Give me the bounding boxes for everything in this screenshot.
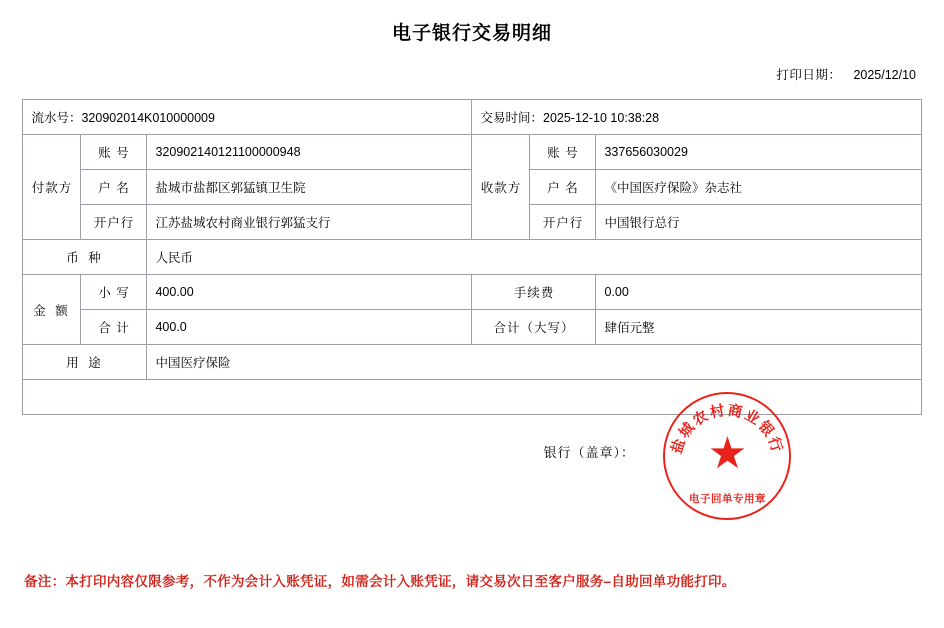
payer-name-value: 盐城市盐都区郭猛镇卫生院 <box>147 170 472 205</box>
bank-sign-label: 银行（盖章）： <box>543 445 635 460</box>
print-date-value: 2025/12/10 <box>853 68 916 82</box>
serial-label: 流水号： <box>31 111 82 125</box>
payee-side-label: 收款方 <box>472 135 530 240</box>
serial-value: 320902014K010000009 <box>81 111 215 125</box>
star-icon: ★ <box>707 429 748 479</box>
payee-name-label: 户 名 <box>530 170 596 205</box>
footer-remark: 备注：本打印内容仅限参考，不作为会计入账凭证，如需会计入账凭证，请交易次日至客户服务–自助回单功能打印。 <box>24 574 736 589</box>
table-row-purpose <box>23 345 921 380</box>
payer-side-label: 付款方 <box>23 135 81 240</box>
purpose-label: 用 途 <box>23 345 147 380</box>
fee-label: 手续费 <box>472 275 596 310</box>
payer-bank-value: 江苏盐城农村商业银行郭猛支行 <box>147 205 472 240</box>
amount-total-value: 400.0 <box>147 310 472 345</box>
payer-account-label: 账 号 <box>81 135 147 170</box>
amount-small-label: 小 写 <box>81 275 147 310</box>
payee-name-value: 《中国医疗保险》杂志社 <box>596 170 921 205</box>
payee-bank-value: 中国银行总行 <box>596 205 921 240</box>
print-date-label: 打印日期： <box>776 68 842 82</box>
serial-cell <box>23 100 472 135</box>
amount-total-label: 合 计 <box>81 310 147 345</box>
time-value: 2025-12-10 10:38:28 <box>543 111 660 125</box>
table-row-currency <box>23 240 921 275</box>
payer-account-value: 320902140121100000948 <box>147 135 472 170</box>
amount-label: 金 额 <box>23 275 81 345</box>
page-title: 电子银行交易明细 <box>391 23 552 44</box>
amount-total-upper-value: 肆佰元整 <box>596 310 921 345</box>
table-row-seal <box>23 380 921 415</box>
purpose-value: 中国医疗保险 <box>147 345 921 380</box>
currency-label: 币 种 <box>23 240 147 275</box>
table-row-account <box>23 135 921 170</box>
transaction-table <box>22 99 921 505</box>
seal-arc-text: 盐城农村商业银行 <box>669 402 786 456</box>
time-label: 交易时间： <box>480 111 543 125</box>
seal-area <box>23 380 921 505</box>
amount-small-value: 400.00 <box>147 275 472 310</box>
currency-value: 人民币 <box>147 240 921 275</box>
fee-value: 0.00 <box>596 275 921 310</box>
time-cell <box>472 100 921 135</box>
amount-total-upper-label: 合计（大写） <box>472 310 596 345</box>
payee-bank-label: 开户行 <box>530 205 596 240</box>
payer-bank-label: 开户行 <box>81 205 147 240</box>
table-row-amount-total <box>23 310 921 345</box>
payer-name-label: 户 名 <box>81 170 147 205</box>
print-date <box>0 45 944 83</box>
bank-seal-stamp <box>663 392 791 520</box>
table-row-header <box>23 100 921 135</box>
table-row-amount-small <box>23 275 921 310</box>
payee-account-label: 账 号 <box>530 135 596 170</box>
payee-account-value: 337656030029 <box>596 135 921 170</box>
seal-bottom-text: 电子回单专用章 <box>688 493 766 505</box>
